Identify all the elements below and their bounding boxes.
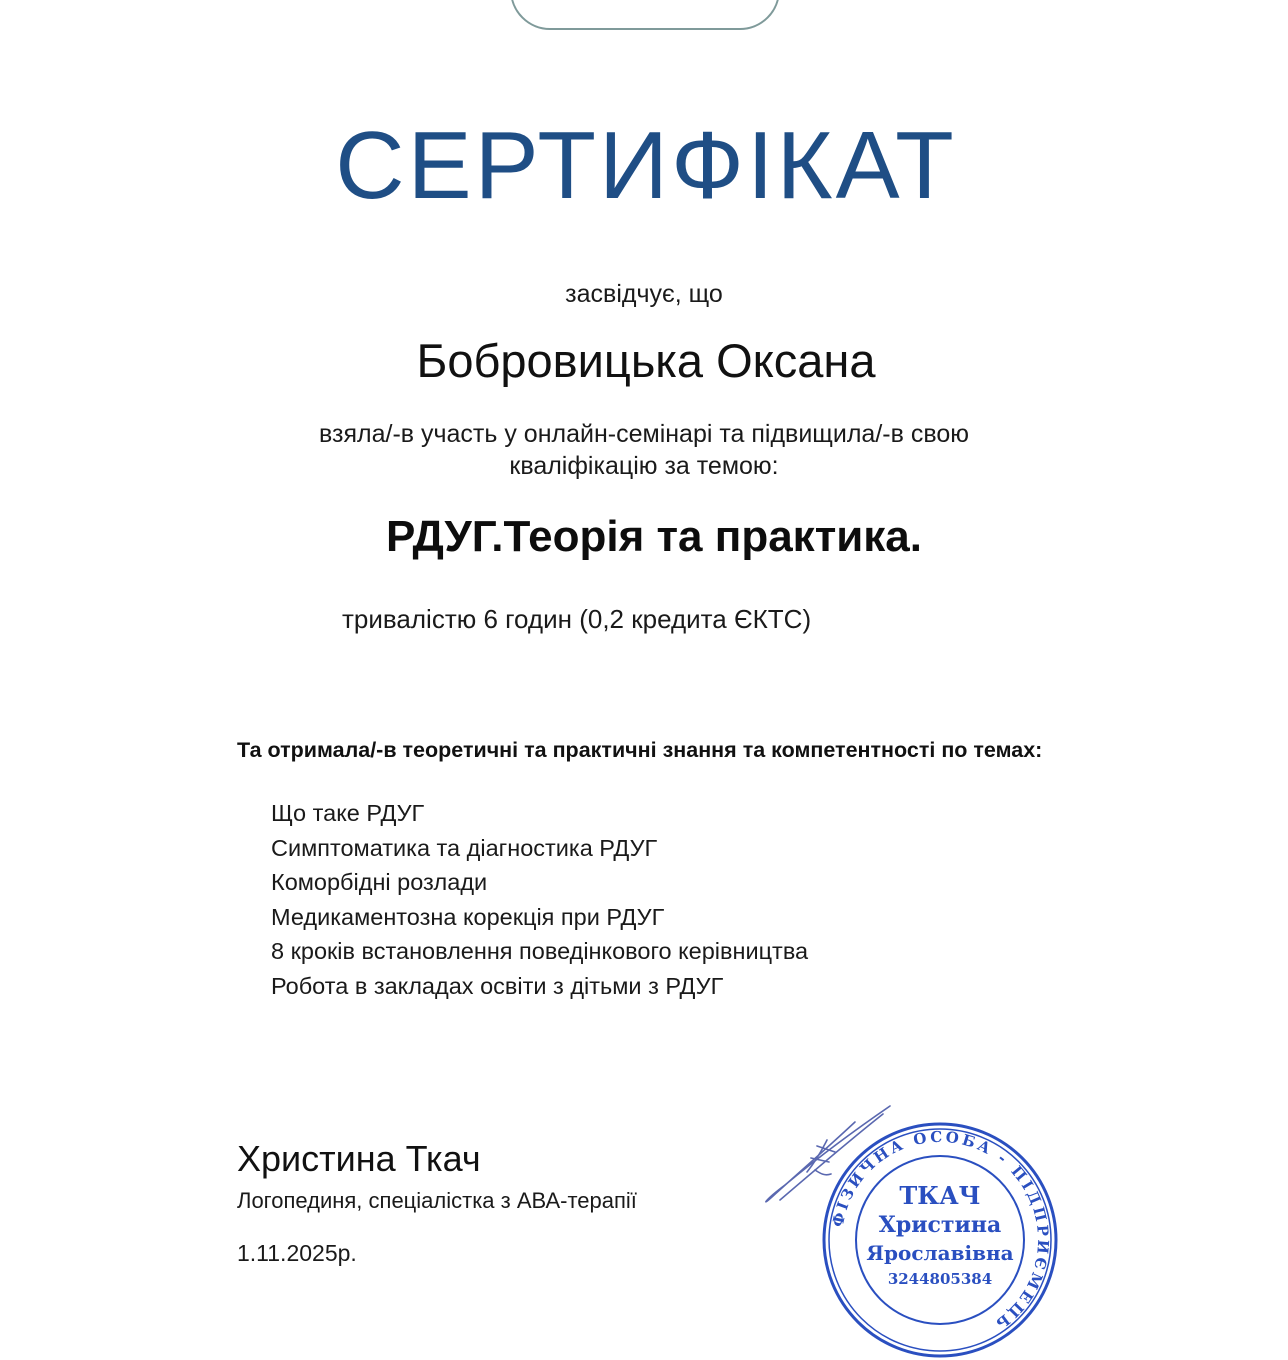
- certificate-title: СЕРТИФІКАТ: [335, 112, 957, 219]
- seminar-topic: РДУГ.Теорія та практика.: [385, 512, 923, 561]
- list-item: 8 кроків встановлення поведінкового керівництва: [271, 938, 809, 964]
- participation-line-2: кваліфікацію за темою:: [509, 452, 779, 480]
- stamp-ring-text: ФІЗИЧНА ОСОБА - ПІДПРИЄМЕЦЬ: [828, 1127, 1053, 1335]
- list-item: Медикаментозна корекція при РДУГ: [271, 903, 665, 930]
- stamp-code: 3244805384: [887, 1270, 993, 1288]
- issue-date: 1.11.2025р.: [237, 1240, 357, 1266]
- stamp-line-2: Христина: [878, 1212, 1002, 1238]
- list-item: Робота в закладах освіти з дітьми з РДУГ: [271, 972, 724, 999]
- competences-heading: Та отримала/-в теоретичні та практичні знання та компетентності по темах:: [237, 738, 1043, 762]
- signer-role: Логопединя, спеціалістка з АВА-терапії: [237, 1188, 637, 1213]
- stamp-line-1: ТКАЧ: [899, 1181, 981, 1210]
- participation-text: [0, 418, 1288, 482]
- list-item: Коморбідні розлади: [271, 869, 488, 895]
- topics-list: [271, 796, 808, 1003]
- certifies-text: засвідчує, що: [565, 280, 723, 308]
- recipient-name: Бобровицька Оксана: [416, 334, 876, 387]
- list-item: Що таке РДУГ: [271, 800, 425, 826]
- list-item: Симптоматика та діагностика РДУГ: [271, 834, 658, 861]
- duration-text: тривалістю 6 годин (0,2 кредита ЄКТС): [342, 604, 812, 634]
- top-logo-badge: [510, 0, 780, 30]
- stamp-icon: [820, 1120, 1060, 1360]
- stamp-line-3: Ярославівна: [866, 1241, 1014, 1265]
- participation-line-1: взяла/-в участь у онлайн-семінарі та підвищила/-в свою: [319, 420, 969, 448]
- signer-name: Христина Ткач: [237, 1138, 481, 1179]
